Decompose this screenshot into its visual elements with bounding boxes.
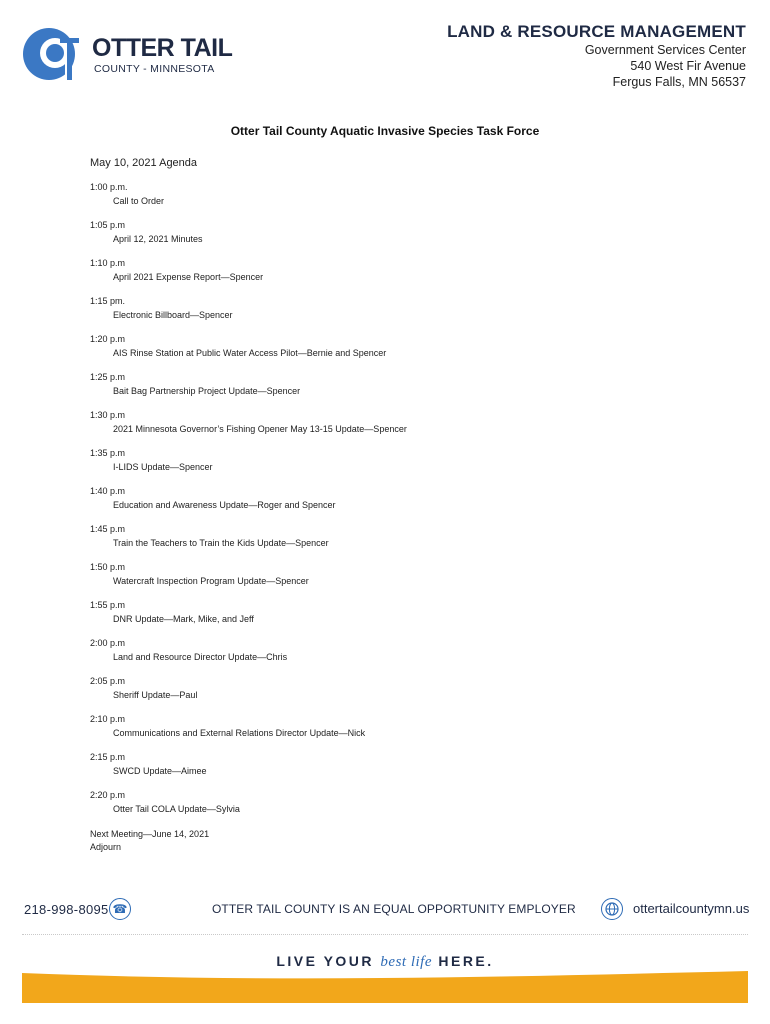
address-line-3: Fergus Falls, MN 56537 xyxy=(612,75,746,89)
otter-tail-logo xyxy=(22,26,232,86)
agenda-time: 1:00 p.m. xyxy=(90,182,128,192)
agenda-time: 2:00 p.m xyxy=(90,638,126,648)
footer-contact xyxy=(0,892,770,932)
agenda-time: 2:20 p.m xyxy=(90,790,126,800)
agenda-item xyxy=(90,599,710,637)
equal-opportunity-statement: OTTER TAIL COUNTY IS AN EQUAL OPPORTUNITY EMPLOYER xyxy=(212,902,576,916)
agenda-item xyxy=(90,713,710,751)
agenda-description: DNR Update—Mark, Mike, and Jeff xyxy=(113,614,254,624)
department-title: LAND & RESOURCE MANAGEMENT xyxy=(447,22,746,41)
agenda-time: 1:55 p.m xyxy=(90,600,126,610)
tagline-emphasis: best life xyxy=(380,954,432,970)
agenda-time: 1:20 p.m xyxy=(90,334,126,344)
county-logo-icon xyxy=(22,26,82,84)
agenda-time: 1:25 p.m xyxy=(90,372,126,382)
next-meeting: Next Meeting—June 14, 2021 xyxy=(90,829,210,839)
agenda-item xyxy=(90,447,710,485)
agenda-time: 1:30 p.m xyxy=(90,410,126,420)
agenda-time: 1:45 p.m xyxy=(90,524,126,534)
tagline-part-1: LIVE YOUR xyxy=(276,953,381,969)
agenda-item xyxy=(90,181,710,219)
agenda-time: 2:05 p.m xyxy=(90,676,126,686)
department-header xyxy=(447,22,746,90)
agenda-item xyxy=(90,751,710,789)
agenda-item xyxy=(90,219,710,257)
phone-number: 218-998-8095 xyxy=(24,902,109,917)
agenda-item xyxy=(90,257,710,295)
agenda-item xyxy=(90,789,710,827)
agenda-item xyxy=(90,561,710,599)
tagline-part-2: HERE. xyxy=(431,953,494,969)
logo-name: OTTER TAIL xyxy=(92,34,233,62)
agenda-time: 1:40 p.m xyxy=(90,486,126,496)
document-title: Otter Tail County Aquatic Invasive Species Task Force xyxy=(230,124,540,138)
closing-notes xyxy=(90,828,209,854)
agenda-description: Communications and External Relations Director Update—Nick xyxy=(113,728,366,738)
agenda-time: 1:15 pm. xyxy=(90,296,126,306)
agenda-item xyxy=(90,333,710,371)
tagline xyxy=(0,953,770,971)
agenda-description: Sheriff Update—Paul xyxy=(113,690,198,700)
dotted-divider xyxy=(22,934,748,935)
agenda-description: Otter Tail COLA Update—Sylvia xyxy=(113,804,240,814)
logo-subtitle: COUNTY - MINNESOTA xyxy=(94,63,215,75)
agenda-description: 2021 Minnesota Governor’s Fishing Opener May 13-15 Update—Spencer xyxy=(113,424,407,434)
agenda-time: 1:10 p.m xyxy=(90,258,126,268)
adjourn: Adjourn xyxy=(90,842,122,852)
agenda-description: SWCD Update—Aimee xyxy=(113,766,207,776)
globe-icon xyxy=(601,898,623,920)
agenda-item xyxy=(90,675,710,713)
address-line-2: 540 West Fir Avenue xyxy=(630,59,746,73)
agenda-time: 2:15 p.m xyxy=(90,752,126,762)
agenda-time: 1:50 p.m xyxy=(90,562,126,572)
agenda-description: April 2021 Expense Report—Spencer xyxy=(113,272,264,282)
agenda-item xyxy=(90,295,710,333)
agenda-description: I-LIDS Update—Spencer xyxy=(113,462,213,472)
agenda-time: 1:05 p.m xyxy=(90,220,126,230)
agenda-description: Electronic Billboard—Spencer xyxy=(113,310,233,320)
agenda-list xyxy=(90,181,710,827)
phone-icon: ☎ xyxy=(109,898,131,920)
agenda-description: Call to Order xyxy=(113,196,165,206)
agenda-item xyxy=(90,409,710,447)
agenda-item xyxy=(90,637,710,675)
agenda-description: April 12, 2021 Minutes xyxy=(113,234,203,244)
agenda-description: Train the Teachers to Train the Kids Update—Spencer xyxy=(113,538,329,548)
agenda-item xyxy=(90,371,710,409)
agenda-item xyxy=(90,523,710,561)
agenda-date: May 10, 2021 Agenda xyxy=(90,157,198,169)
agenda-description: Watercraft Inspection Program Update—Spencer xyxy=(113,576,309,586)
website-link[interactable]: ottertailcountymn.us xyxy=(633,901,750,916)
agenda-time: 1:35 p.m xyxy=(90,448,126,458)
agenda-item xyxy=(90,485,710,523)
agenda-description: AIS Rinse Station at Public Water Access Pilot—Bernie and Spencer xyxy=(113,348,387,358)
agenda-description: Land and Resource Director Update—Chris xyxy=(113,652,288,662)
address-line-1: Government Services Center xyxy=(584,43,746,57)
agenda-time: 2:10 p.m xyxy=(90,714,126,724)
orange-banner xyxy=(22,971,748,1003)
agenda-description: Bait Bag Partnership Project Update—Spencer xyxy=(113,386,301,396)
agenda-description: Education and Awareness Update—Roger and Spencer xyxy=(113,500,336,510)
